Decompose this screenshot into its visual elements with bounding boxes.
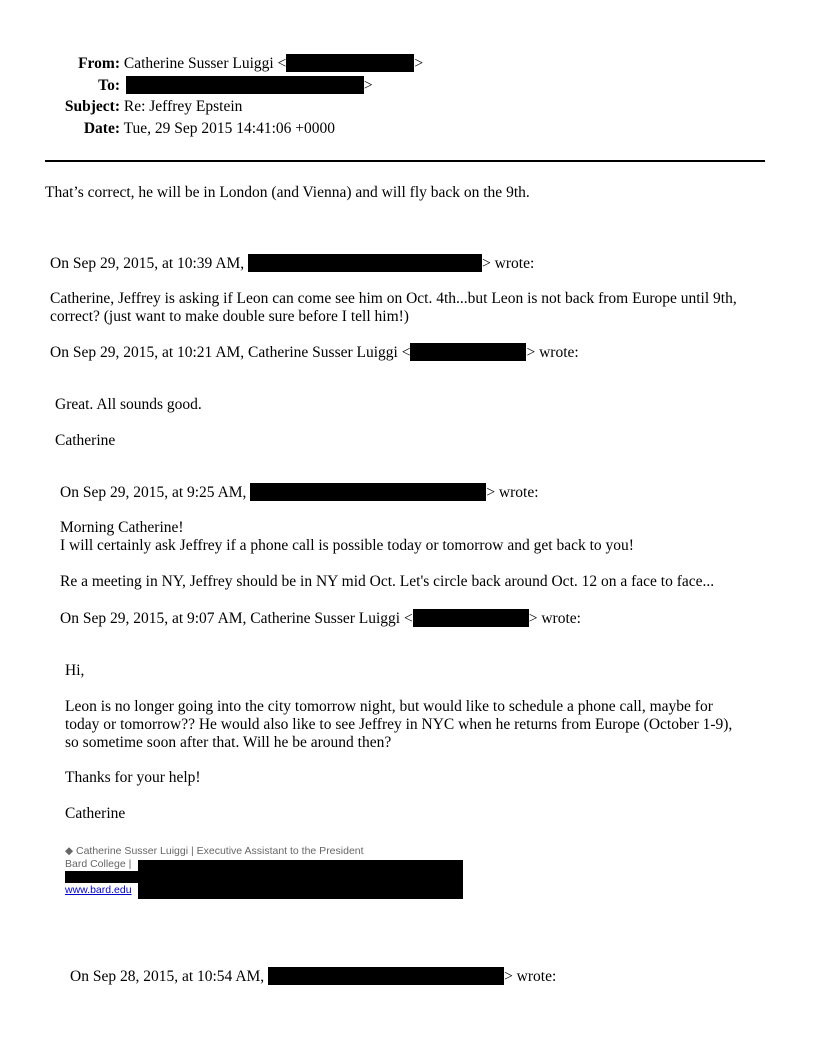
quote-header [70,967,556,986]
message-body: Great. All sounds good. [55,396,202,413]
quote-header [50,343,579,362]
message-signoff: Catherine [55,432,116,449]
quote-header-text: On Sep 29, 2015, at 9:07 AM, Catherine Susser Luiggi < [60,610,413,627]
quote-header-text: On Sep 29, 2015, at 9:25 AM, [60,484,247,501]
quote-header-end: > wrote: [504,968,557,985]
signature-line: ◆ Catherine Susser Luiggi | Executive Assistant to the President [65,845,364,857]
date-label: Date: [83,120,120,137]
quote-header [60,483,539,502]
message-line: Thanks for your help! [65,769,201,786]
subject-value: Re: Jeffrey Epstein [123,98,243,115]
message-body: Catherine, Jeffrey is asking if Leon can come see him on Oct. 4th...but Leon is not back from Europe until 9th, correct? (just want to make double sure before I tell him!) [50,290,737,325]
quote-header-end: > wrote: [526,344,579,361]
quote-header-end: > wrote: [486,484,539,501]
signature-line: Bard College | [65,858,132,870]
website-link[interactable]: www.bard.edu [65,884,132,896]
to-close: > [363,77,373,94]
quote-header-end: > wrote: [528,610,581,627]
redaction-bar [268,967,504,985]
redaction-bar [250,483,486,501]
from-value: Catherine Susser Luiggi < [123,55,287,72]
from-close: > [414,55,424,72]
quote-header-text: On Sep 28, 2015, at 10:54 AM, [70,968,265,985]
quote-header-end: > wrote: [482,255,535,272]
subject-label: Subject: [64,98,120,115]
date-value: Tue, 29 Sep 2015 14:41:06 +0000 [123,120,336,137]
date-row [0,120,335,138]
to-label: To: [98,77,120,94]
message-line: Morning Catherine! [60,519,184,536]
redaction-bar [138,883,463,899]
header-divider [45,160,765,162]
message-signoff: Catherine [65,805,126,822]
from-label: From: [78,55,120,72]
message-greeting: Hi, [65,662,85,679]
redaction-bar [410,343,526,361]
message-body: Leon is no longer going into the city tomorrow night, but would like to schedule a phone call, maybe for today or tomorrow?? He would also like to see Jeffrey in NYC when he returns from Europe (October 1-9), so sometime soon after that. Will he be around then? [65,698,733,751]
redaction-bar [286,54,414,72]
signature-link-row [65,884,132,897]
to-row [0,76,373,95]
quote-header [50,254,534,273]
redaction-bar [126,76,364,94]
subject-row [0,98,242,116]
redaction-bar [248,254,482,272]
redaction-bar [413,609,529,627]
from-row [0,54,423,73]
redaction-bar [65,871,463,883]
quote-header-text: On Sep 29, 2015, at 10:21 AM, Catherine Susser Luiggi < [50,344,411,361]
message-line: Re a meeting in NY, Jeffrey should be in NY mid Oct. Let's circle back around Oct. 12 on a face to face... [60,573,715,590]
quote-header-text: On Sep 29, 2015, at 10:39 AM, [50,255,245,272]
message-body: That’s correct, he will be in London (and Vienna) and will fly back on the 9th. [45,184,530,201]
message-line: I will certainly ask Jeffrey if a phone call is possible today or tomorrow and get back to you! [60,537,634,554]
quote-header [60,609,581,628]
